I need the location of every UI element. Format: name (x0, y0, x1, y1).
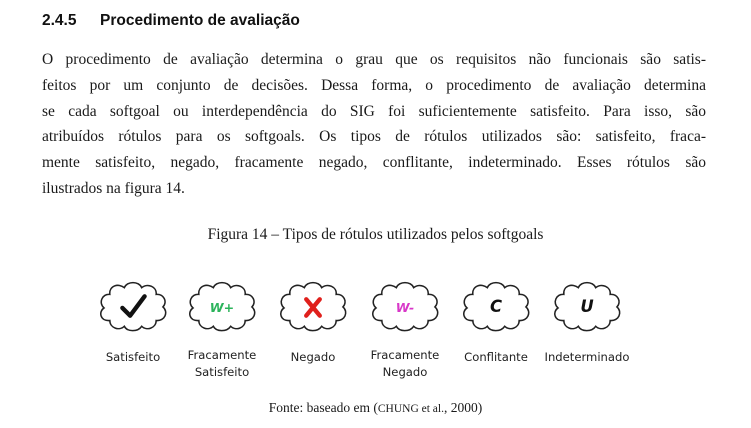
label-line: Fracamente (370, 348, 440, 362)
label-indeterminado (545, 349, 630, 366)
section-number: 2.4.5 (42, 12, 77, 29)
body-paragraph (42, 47, 706, 202)
symbol-text: C (489, 296, 503, 316)
label-line: Satisfeito (194, 365, 250, 379)
indeterminado-cloud-icon (550, 278, 624, 334)
label-fracamente-satisfeito (188, 347, 257, 381)
label-satisfeito (106, 349, 160, 366)
paragraph-line: atribuídos rótulos para os softgoals. Os tipos de rótulos utilizados são: satisfeito, fraca- (42, 128, 706, 146)
label-line: Fracamente (187, 348, 257, 362)
source-suffix: , 2000) (443, 400, 483, 415)
label-fracamente-negado (371, 347, 440, 381)
paragraph-line: O procedimento de avaliação determina o grau que os requisitos não funcionais são satis- (42, 51, 706, 68)
label-line: Conflitante (464, 350, 528, 364)
section-title: Procedimento de avaliação (100, 12, 300, 29)
conflitante-cloud-icon (459, 278, 533, 334)
label-negado (291, 349, 336, 366)
paragraph-line: feitos por um conjunto de decisões. Dessa forma, o procedimento de avaliação determina (42, 76, 706, 94)
symbol-text: W+ (209, 299, 235, 315)
paragraph-line: ilustrados na figura 14. (42, 179, 185, 197)
symbol-text: W- (395, 299, 415, 315)
section-heading (42, 12, 300, 30)
cloud-shape (101, 283, 166, 331)
label-line: Negado (382, 365, 428, 379)
symbol-text: U (580, 296, 594, 316)
satisfeito-cloud-icon (96, 278, 170, 334)
label-line: Satisfeito (105, 350, 161, 364)
source-author: CHUNG et al. (377, 403, 444, 415)
figure-caption: Figura 14 – Tipos de rótulos utilizados pelos softgoals (207, 226, 544, 243)
label-line: Negado (290, 350, 336, 364)
fracamente-satisfeito-cloud-icon (185, 278, 259, 334)
negado-cloud-icon (276, 278, 350, 334)
source-prefix: Fonte: baseado em ( (268, 400, 378, 415)
label-conflitante (464, 349, 528, 366)
paragraph-line: se cada softgoal ou interdependência do SIG foi suficientemente satisfeito. Para isso, são (42, 102, 706, 120)
figure-14 (0, 278, 751, 393)
figure-source (0, 400, 751, 416)
paragraph-line: mente satisfeito, negado, fracamente negado, conflitante, indeterminado. Esses rótulos são (42, 154, 706, 172)
fracamente-negado-cloud-icon (368, 278, 442, 334)
label-line: Indeterminado (544, 350, 630, 364)
